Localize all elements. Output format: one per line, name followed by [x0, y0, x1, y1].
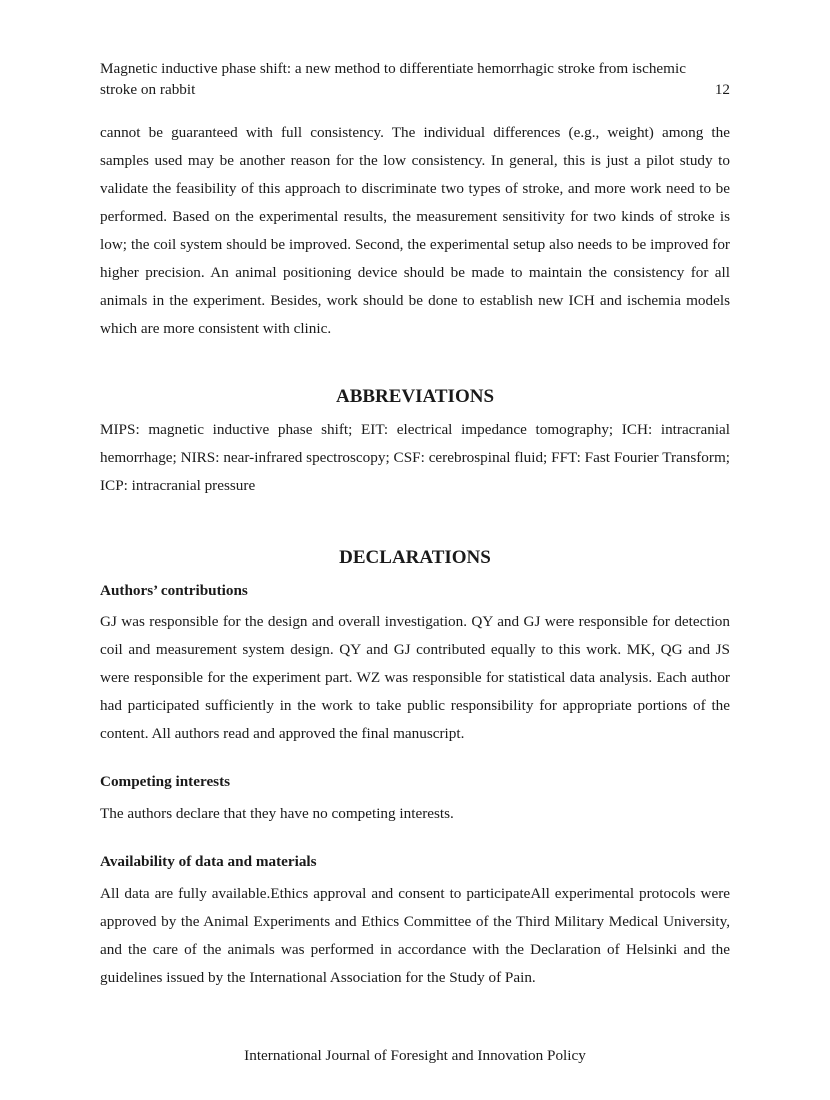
availability-heading: Availability of data and materials: [100, 853, 317, 870]
abbreviations-heading: ABBREVIATIONS: [335, 386, 495, 407]
declarations-heading: DECLARATIONS: [339, 547, 491, 568]
discussion-paragraph: cannot be guaranteed with full consistency. The individual differences (e.g., weight) among the samples used may be another reason for the low consistency. In general, this is just a pilot study to validate the feasibility of this approach to discriminate two types of stroke, and more work need to be performed. Based on the experimental results, the measurement sensitivity for two kinds of stroke is low; the coil system should be improved. Second, the experimental setup also needs to be improved for higher precision. An animal positioning device should be made to maintain the consistency for all animals in the experiment. Besides, work should be done to establish new ICH and ischemia models which are more consistent with clinic.: [100, 124, 730, 337]
abbreviations-text: MIPS: magnetic inductive phase shift; EIT: electrical impedance tomography; ICH: intracranial hemorrhage; NIRS: near-infrared spectroscopy; CSF: cerebrospinal fluid; FFT: Fast Fourier Transform; ICP: intracranial pressure: [100, 421, 730, 494]
running-head: [100, 58, 730, 100]
journal-footer: International Journal of Foresight and Innovation Policy: [244, 1047, 586, 1064]
availability-text: All data are fully available.Ethics approval and consent to participateAll experimental protocols were approved by the Animal Experiments and Ethics Committee of the Third Military Medical University, and the care of the animals was performed in accordance with the Declaration of Helsinki and the guidelines issued by the International Association for the Study of Pain.: [100, 885, 730, 986]
running-head-title: Magnetic inductive phase shift: a new method to differentiate hemorrhagic stroke from ischemic stroke on rabbit: [100, 60, 686, 98]
authors-contributions-heading: Authors’ contributions: [100, 582, 248, 599]
competing-interests-heading: Competing interests: [100, 773, 231, 790]
competing-interests-text: The authors declare that they have no competing interests.: [100, 805, 454, 822]
paper-page: [100, 58, 730, 992]
authors-contributions-text: GJ was responsible for the design and overall investigation. QY and GJ were responsible for detection coil and measurement system design. QY and GJ contributed equally to this work. MK, QG and JS were responsible for the experiment part. WZ was responsible for statistical data analysis. Each author had participated sufficiently in the work to take public responsibility for appropriate portions of the content. All authors read and approved the final manuscript.: [100, 613, 730, 742]
page-number: 12: [714, 81, 730, 98]
